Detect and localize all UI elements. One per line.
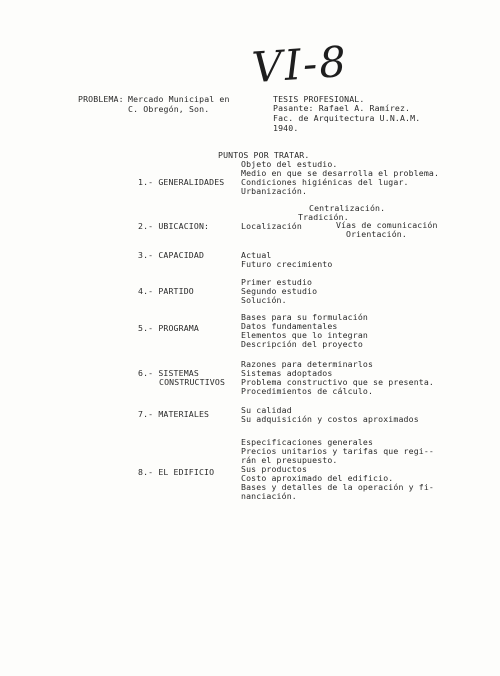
problem-line-1: Mercado Municipal en bbox=[128, 94, 230, 104]
problem-line-2: C. Obregón, Son. bbox=[128, 104, 210, 114]
s6-item-1: Razones para determinarlos bbox=[241, 359, 374, 369]
s4-item-3: Solución. bbox=[241, 295, 287, 305]
s1-item-2: Medio en que se desarrolla el problema. bbox=[241, 168, 440, 178]
s2-item-1: Centralización. bbox=[309, 203, 386, 213]
s5-item-1: Bases para su formulación bbox=[241, 312, 368, 322]
s4-item-1: Primer estudio bbox=[241, 277, 313, 287]
s6-item-2: Sistemas adoptados bbox=[241, 368, 333, 378]
s4-item-2: Segundo estudio bbox=[241, 286, 318, 296]
s4-label: 4.- PARTIDO bbox=[138, 286, 194, 296]
s6-label-1: 6.- SISTEMAS bbox=[138, 368, 199, 378]
s6-label-2: CONSTRUCTIVOS bbox=[159, 377, 226, 387]
s1-label: 1.- GENERALIDADES bbox=[138, 177, 225, 187]
points-title: PUNTOS POR TRATAR. bbox=[218, 150, 310, 160]
thesis-line-1: TESIS PROFESIONAL. bbox=[273, 94, 365, 104]
s5-item-4: Descripción del proyecto bbox=[241, 339, 363, 349]
s3-label: 3.- CAPACIDAD bbox=[138, 250, 205, 260]
s7-item-1: Su calidad bbox=[241, 405, 292, 415]
thesis-line-2: Pasante: Rafael A. Ramírez. bbox=[273, 103, 411, 113]
s5-item-2: Datos fundamentales bbox=[241, 321, 338, 331]
s5-item-3: Elementos que lo integran bbox=[241, 330, 368, 340]
s2-item-4: Vías de comunicación bbox=[336, 220, 438, 230]
s7-label: 7.- MATERIALES bbox=[138, 409, 210, 419]
s7-item-2: Su adquisición y costos aproximados bbox=[241, 414, 419, 424]
s6-item-3: Problema constructivo que se presenta. bbox=[241, 377, 435, 387]
s8-item-7: nanciación. bbox=[241, 491, 297, 501]
s8-item-4: Sus productos bbox=[241, 464, 308, 474]
s1-item-1: Objeto del estudio. bbox=[241, 159, 338, 169]
s8-item-5: Costo aproximado del edificio. bbox=[241, 473, 394, 483]
s1-item-3: Condiciones higiénicas del lugar. bbox=[241, 177, 409, 187]
s2-item-5: Orientación. bbox=[346, 229, 407, 239]
s8-item-1: Especificaciones generales bbox=[241, 437, 374, 447]
s8-item-6: Bases y detalles de la operación y fi- bbox=[241, 482, 435, 492]
problem-label: PROBLEMA: bbox=[78, 94, 124, 104]
s8-label: 8.- EL EDIFICIO bbox=[138, 467, 215, 477]
s1-item-4: Urbanización. bbox=[241, 186, 308, 196]
s8-item-3: rán el presupuesto. bbox=[241, 455, 338, 465]
thesis-line-3: Fac. de Arquitectura U.N.A.M. bbox=[273, 113, 421, 123]
s3-item-2: Futuro crecimiento bbox=[241, 259, 333, 269]
handwritten-code: VI-8 bbox=[250, 36, 350, 93]
s2-item-3: Localización bbox=[241, 221, 302, 231]
thesis-line-4: 1940. bbox=[273, 123, 299, 133]
s5-label: 5.- PROGRAMA bbox=[138, 323, 199, 333]
s3-item-1: Actual bbox=[241, 250, 272, 260]
s6-item-4: Procedimientos de cálculo. bbox=[241, 386, 374, 396]
s2-item-2: Tradición. bbox=[298, 212, 349, 222]
s8-item-2: Precios unitarios y tarifas que regi-- bbox=[241, 446, 435, 456]
s2-label: 2.- UBICACION: bbox=[138, 221, 210, 231]
